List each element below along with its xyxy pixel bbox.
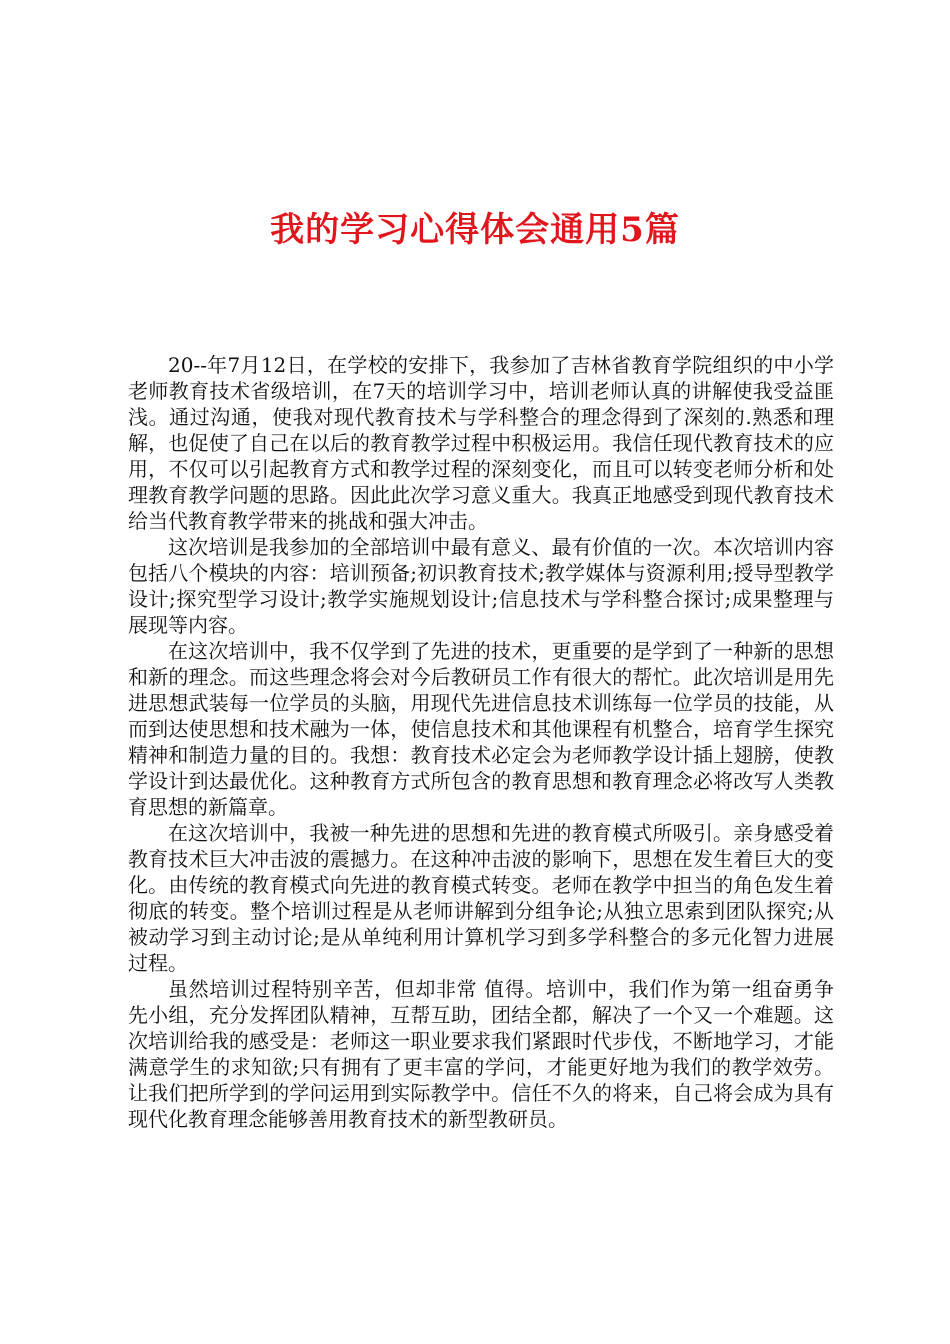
- document-title: 我的学习心得体会通用5篇: [270, 210, 680, 250]
- paragraph-2: 这次培训是我参加的全部培训中最有意义、最有价值的一次。本次培训内容包括八个模块的内容：培训预备;初识教育技术;教学媒体与资源利用;授导型教学设计;探究型学习设计;教学实施规划设计;信息技术与学科整合探讨;成果整理与展现等内容。: [128, 535, 834, 637]
- paragraph-5: 虽然培训过程特别辛苦，但却非常 值得。培训中，我们作为第一组奋勇争先小组，充分发挥团队精神，互帮互助，团结全都，解决了一个又一个难题。这次培训给我的感受是：老师这一职业要求我们紧跟时代步伐，不断地学习，才能满意学生的求知欲;只有拥有了更丰富的学问，才能更好地为我们的教学效劳。让我们把所学到的学问运用到实际教学中。信任不久的将来，自己将会成为具有现代化教育理念能够善用教育技术的新型教研员。: [128, 977, 834, 1131]
- document-body: [128, 352, 834, 1132]
- paragraph-1: 20--年7月12日，在学校的安排下，我参加了吉林省教育学院组织的中小学老师教育技术省级培训，在7天的培训学习中，培训老师认真的讲解使我受益匪浅。通过沟通，使我对现代教育技术与学科整合的理念得到了深刻的.熟悉和理解，也促使了自己在以后的教育教学过程中积极运用。我信任现代教育技术的应用，不仅可以引起教育方式和教学过程的深刻变化，而且可以转变老师分析和处理教育教学问题的思路。因此此次学习意义重大。我真正地感受到现代教育技术给当代教育教学带来的挑战和强大冲击。: [128, 353, 834, 533]
- paragraph-4: 在这次培训中，我被一种先进的思想和先进的教育模式所吸引。亲身感受着教育技术巨大冲击波的震撼力。在这种冲击波的影响下，思想在发生着巨大的变化。由传统的教育模式向先进的教育模式转变。老师在教学中担当的角色发生着彻底的转变。整个培训过程是从老师讲解到分组争论;从独立思索到团队探究;从被动学习到主动讨论;是从单纯利用计算机学习到多学科整合的多元化智力进展过程。: [128, 821, 834, 975]
- paragraph-3: 在这次培训中，我不仅学到了先进的技术，更重要的是学到了一种新的思想和新的理念。而这些理念将会对今后教研员工作有很大的帮忙。此次培训是用先进思想武装每一位学员的头脑，用现代先进信息技术训练每一位学员的技能，从而到达使思想和技术融为一体，使信息技术和其他课程有机整合，培育学生探究精神和制造力量的目的。我想：教育技术必定会为老师教学设计插上翅膀，使教学设计到达最优化。这种教育方式所包含的教育思想和教育理念必将改写人类教育思想的新篇章。: [128, 639, 834, 819]
